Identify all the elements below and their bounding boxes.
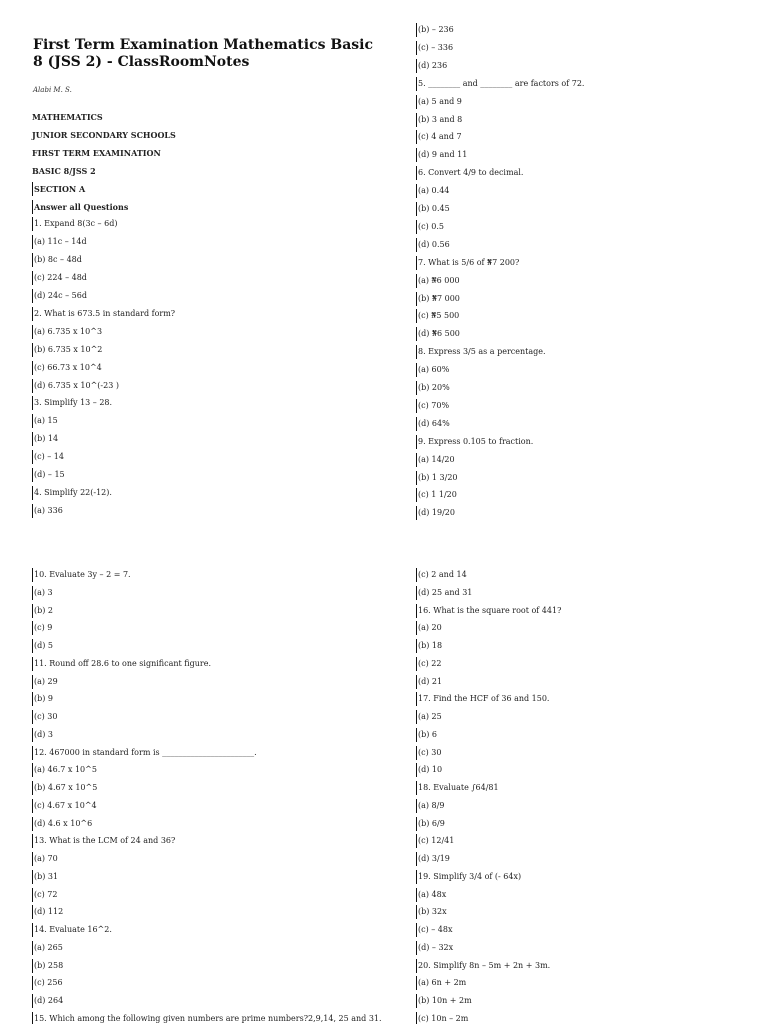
answer-option: (c) – 14 <box>32 450 64 464</box>
answer-option: (b) 1 3/20 <box>416 471 458 485</box>
answer-option: (c) 30 <box>32 710 57 724</box>
answer-option: (c) 0.5 <box>416 220 444 234</box>
author-name: Alabi M. S. <box>33 86 72 94</box>
answer-option: (b) 0.45 <box>416 202 450 216</box>
answer-option: (d) – 15 <box>32 468 65 482</box>
question-text: 10. Evaluate 3y – 2 = 7. <box>32 568 131 582</box>
question-text: 20. Simplify 8n – 5m + 2n + 3m. <box>416 959 550 973</box>
answer-option: (d) 236 <box>416 59 447 73</box>
answer-option: (a) 15 <box>32 414 58 428</box>
answer-option: (b) 258 <box>32 959 63 973</box>
question-text: 4. Simplify 22(-12). <box>32 486 112 500</box>
question-text: 11. Round off 28.6 to one significant figure. <box>32 657 211 671</box>
answer-option: (a) 60% <box>416 363 449 377</box>
answer-option: (a) 29 <box>32 675 58 689</box>
answer-option: (a) 0.44 <box>416 184 449 198</box>
answer-option: (c) 22 <box>416 657 441 671</box>
answer-option: (a) 5 and 9 <box>416 95 462 109</box>
answer-option: (c) 2 and 14 <box>416 568 467 582</box>
section-heading: SECTION A <box>34 183 86 194</box>
question-text: 17. Find the HCF of 36 and 150. <box>416 692 549 706</box>
answer-option: (c) 9 <box>32 621 52 635</box>
answer-option: (b) ₦7 000 <box>416 292 460 306</box>
question-text: 5. ________ and ________ are factors of 72. <box>416 77 584 91</box>
answer-option: (b) 8c – 48d <box>32 253 82 267</box>
answer-option: (a) 70 <box>32 852 58 866</box>
question-text: 18. Evaluate ∫64/81 <box>416 781 499 795</box>
question-text: 3. Simplify 13 – 28. <box>32 396 112 410</box>
answer-option: (a) 25 <box>416 710 442 724</box>
answer-option: (b) 6/9 <box>416 817 445 831</box>
section-heading: JUNIOR SECONDARY SCHOOLS <box>32 129 176 140</box>
answer-option: (b) 10n + 2m <box>416 994 472 1008</box>
answer-option: (d) ₦6 500 <box>416 327 460 341</box>
answer-option: (a) 20 <box>416 621 442 635</box>
answer-option: (a) 48x <box>416 888 446 902</box>
answer-option: (a) 11c – 14d <box>32 235 87 249</box>
answer-option: (d) 264 <box>32 994 63 1008</box>
answer-option: (b) 32x <box>416 905 447 919</box>
answer-option: (c) – 48x <box>416 923 453 937</box>
document-title: First Term Examination Mathematics Basic 8 (JSS 2) - ClassRoomNotes <box>33 37 373 70</box>
answer-option: (b) 18 <box>416 639 442 653</box>
answer-option: (b) 20% <box>416 381 450 395</box>
answer-option: (b) 14 <box>32 432 58 446</box>
answer-option: (d) 112 <box>32 905 63 919</box>
answer-option: (d) 3 <box>32 728 53 742</box>
question-text: 1. Expand 8(3c – 6d) <box>32 217 117 231</box>
answer-option: (b) 9 <box>32 692 53 706</box>
question-text: 7. What is 5/6 of ₦7 200? <box>416 256 519 270</box>
answer-option: (a) 6.735 x 10^3 <box>32 325 102 339</box>
answer-option: (c) 70% <box>416 399 449 413</box>
answer-option: (c) 1 1/20 <box>416 488 457 502</box>
section-heading: MATHEMATICS <box>32 112 103 122</box>
answer-option: (a) 46.7 x 10^5 <box>32 763 97 777</box>
answer-option: (b) – 236 <box>416 23 454 37</box>
answer-option: (c) – 336 <box>416 41 453 55</box>
answer-option: (c) 224 – 48d <box>32 271 87 285</box>
answer-option: (c) 4.67 x 10^4 <box>32 799 97 813</box>
question-text: 15. Which among the following given numbers are prime numbers?2,9,14, 25 and 31. <box>32 1012 382 1024</box>
answer-option: (d) 5 <box>32 639 53 653</box>
answer-option: (d) 64% <box>416 417 450 431</box>
answer-option: (d) 6.735 x 10^(-23 ) <box>32 379 119 393</box>
answer-option: (c) ₦5 500 <box>416 309 459 323</box>
answer-option: (b) 6.735 x 10^2 <box>32 343 102 357</box>
answer-option: (b) 2 <box>32 604 53 618</box>
question-text: 12. 467000 in standard form is _______________________. <box>32 746 257 760</box>
answer-option: (b) 31 <box>32 870 58 884</box>
answer-option: (d) 9 and 11 <box>416 148 467 162</box>
question-text: 2. What is 673.5 in standard form? <box>32 307 175 321</box>
answer-option: (c) 256 <box>32 976 63 990</box>
question-text: 9. Express 0.105 to fraction. <box>416 435 533 449</box>
question-text: 19. Simplify 3/4 of (- 64x) <box>416 870 521 884</box>
answer-option: (b) 6 <box>416 728 437 742</box>
answer-option: (a) 3 <box>32 586 53 600</box>
answer-option: (b) 4.67 x 10^5 <box>32 781 97 795</box>
answer-option: (c) 12/41 <box>416 834 454 848</box>
answer-option: (a) 14/20 <box>416 453 455 467</box>
section-heading: BASIC 8/JSS 2 <box>32 165 96 176</box>
question-text: 8. Express 3/5 as a percentage. <box>416 345 546 359</box>
question-text: 14. Evaluate 16^2. <box>32 923 112 937</box>
question-text: 6. Convert 4/9 to decimal. <box>416 166 523 180</box>
answer-option: (a) ₦6 000 <box>416 274 460 288</box>
answer-option: (d) 0.56 <box>416 238 450 252</box>
answer-option: (a) 336 <box>32 504 63 518</box>
answer-option: (d) 21 <box>416 675 442 689</box>
answer-option: (c) 4 and 7 <box>416 130 462 144</box>
answer-option: (c) 30 <box>416 746 441 760</box>
answer-option: (a) 6n + 2m <box>416 976 466 990</box>
answer-option: (a) 8/9 <box>416 799 444 813</box>
answer-option: (c) 10n – 2m <box>416 1012 468 1024</box>
answer-option: (b) 3 and 8 <box>416 113 462 127</box>
answer-option: (d) – 32x <box>416 941 453 955</box>
section-heading: FIRST TERM EXAMINATION <box>32 147 161 158</box>
answer-option: (d) 4.6 x 10^6 <box>32 817 92 831</box>
section-heading: Answer all Questions <box>34 201 129 212</box>
question-text: 13. What is the LCM of 24 and 36? <box>32 834 175 848</box>
answer-option: (d) 19/20 <box>416 506 455 520</box>
answer-option: (d) 24c – 56d <box>32 289 87 303</box>
answer-option: (d) 25 and 31 <box>416 586 472 600</box>
page-2 <box>0 560 768 1024</box>
answer-option: (c) 72 <box>32 888 57 902</box>
answer-option: (a) 265 <box>32 941 63 955</box>
answer-option: (d) 10 <box>416 763 442 777</box>
question-text: 16. What is the square root of 441? <box>416 604 561 618</box>
answer-option: (c) 66.73 x 10^4 <box>32 361 102 375</box>
answer-option: (d) 3/19 <box>416 852 450 866</box>
